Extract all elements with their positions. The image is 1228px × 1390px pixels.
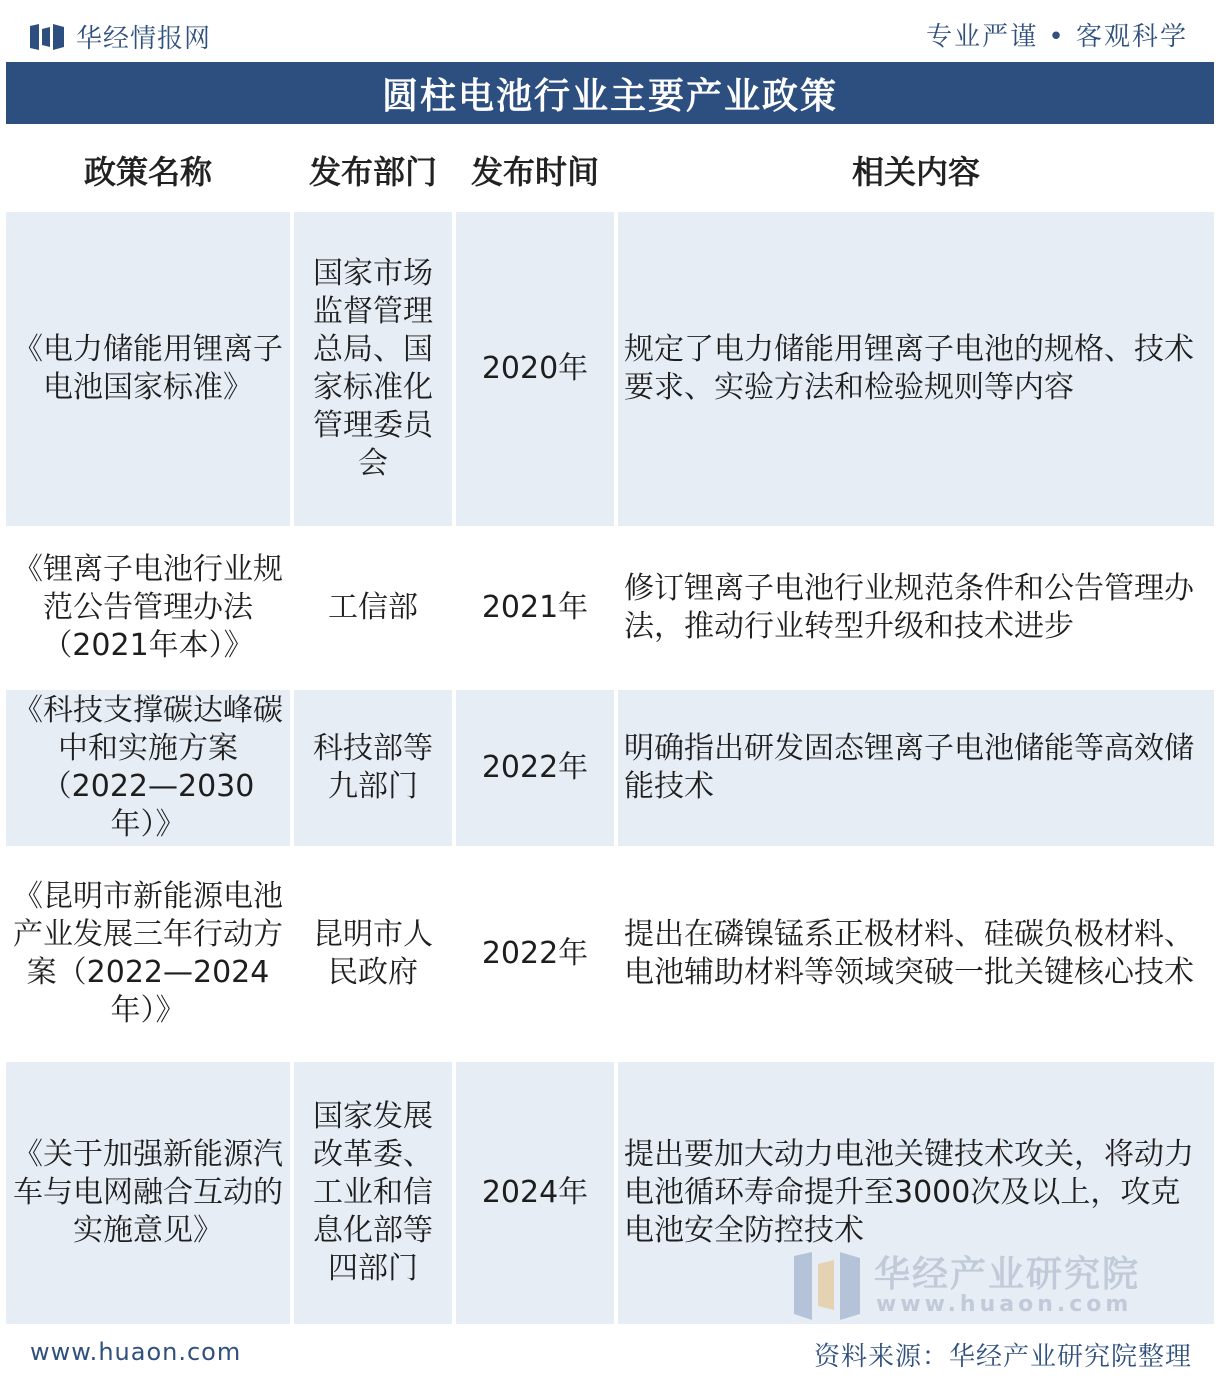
department: 国家发展改革委、工业和信息化部等四部门	[294, 1062, 452, 1324]
table-row	[6, 850, 1214, 1058]
header-content: 相关内容	[851, 153, 980, 191]
table-row	[6, 530, 1214, 686]
policy-name: 《科技支撑碳达峰碳中和实施方案（2022—2030年）》	[6, 690, 290, 846]
header-department: 发布部门	[308, 153, 437, 191]
publish-date: 2024年	[456, 1062, 614, 1324]
table-row	[6, 212, 1214, 526]
policy-name: 《关于加强新能源汽车与电网融合互动的实施意见》	[6, 1062, 290, 1324]
top-bar	[0, 0, 1228, 62]
watermark	[790, 1244, 1170, 1324]
brand-name: 华经情报网	[76, 24, 212, 54]
department: 工信部	[328, 590, 418, 625]
brand-slogan: 专业严谨 • 客观科学	[926, 22, 1188, 52]
policy-content: 规定了电力储能用锂离子电池的规格、技术要求、实验方法和检验规则等内容	[618, 212, 1214, 526]
footer	[0, 1326, 1228, 1390]
table-header	[6, 134, 1214, 206]
header-date: 发布时间	[470, 153, 599, 191]
department: 国家市场监督管理总局、国家标准化管理委员会	[294, 212, 452, 526]
policy-name: 《昆明市新能源电池产业发展三年行动方案（2022—2024年）》	[13, 879, 283, 1028]
department: 昆明市人民政府	[313, 917, 433, 990]
department: 科技部等九部门	[294, 690, 452, 846]
page-title: 圆柱电池行业主要产业政策	[6, 62, 1214, 124]
publish-date: 2022年	[456, 690, 614, 846]
policy-name: 《锂离子电池行业规范公告管理办法（2021年本）》	[13, 552, 283, 663]
publish-date: 2020年	[456, 212, 614, 526]
policy-content: 提出要加大动力电池关键技术攻关，将动力电池循环寿命提升至3000次及以上，攻克电池安全防控技术	[618, 1062, 1214, 1324]
watermark-name: 华经产业研究院	[874, 1254, 1141, 1295]
table-row	[6, 690, 1214, 846]
watermark-logo-icon	[794, 1250, 860, 1320]
source-note: 资料来源：华经产业研究院整理	[813, 1342, 1192, 1372]
policy-name: 《电力储能用锂离子电池国家标准》	[6, 212, 290, 526]
publish-date: 2022年	[481, 936, 589, 971]
policy-content: 提出在磷镍锰系正极材料、硅碳负极材料、电池辅助材料等领域突破一批关键核心技术	[624, 917, 1194, 990]
website-link[interactable]: www.huaon.com	[30, 1338, 242, 1366]
policy-content: 修订锂离子电池行业规范条件和公告管理办法，推动行业转型升级和技术进步	[624, 571, 1194, 644]
brand-logo	[30, 18, 211, 55]
header-policy-name: 政策名称	[83, 153, 212, 191]
brand-logo-icon	[30, 24, 64, 50]
policy-content: 明确指出研发固态锂离子电池储能等高效储能技术	[618, 690, 1214, 846]
publish-date: 2021年	[481, 590, 589, 625]
watermark-url: www.huaon.com	[876, 1292, 1133, 1317]
